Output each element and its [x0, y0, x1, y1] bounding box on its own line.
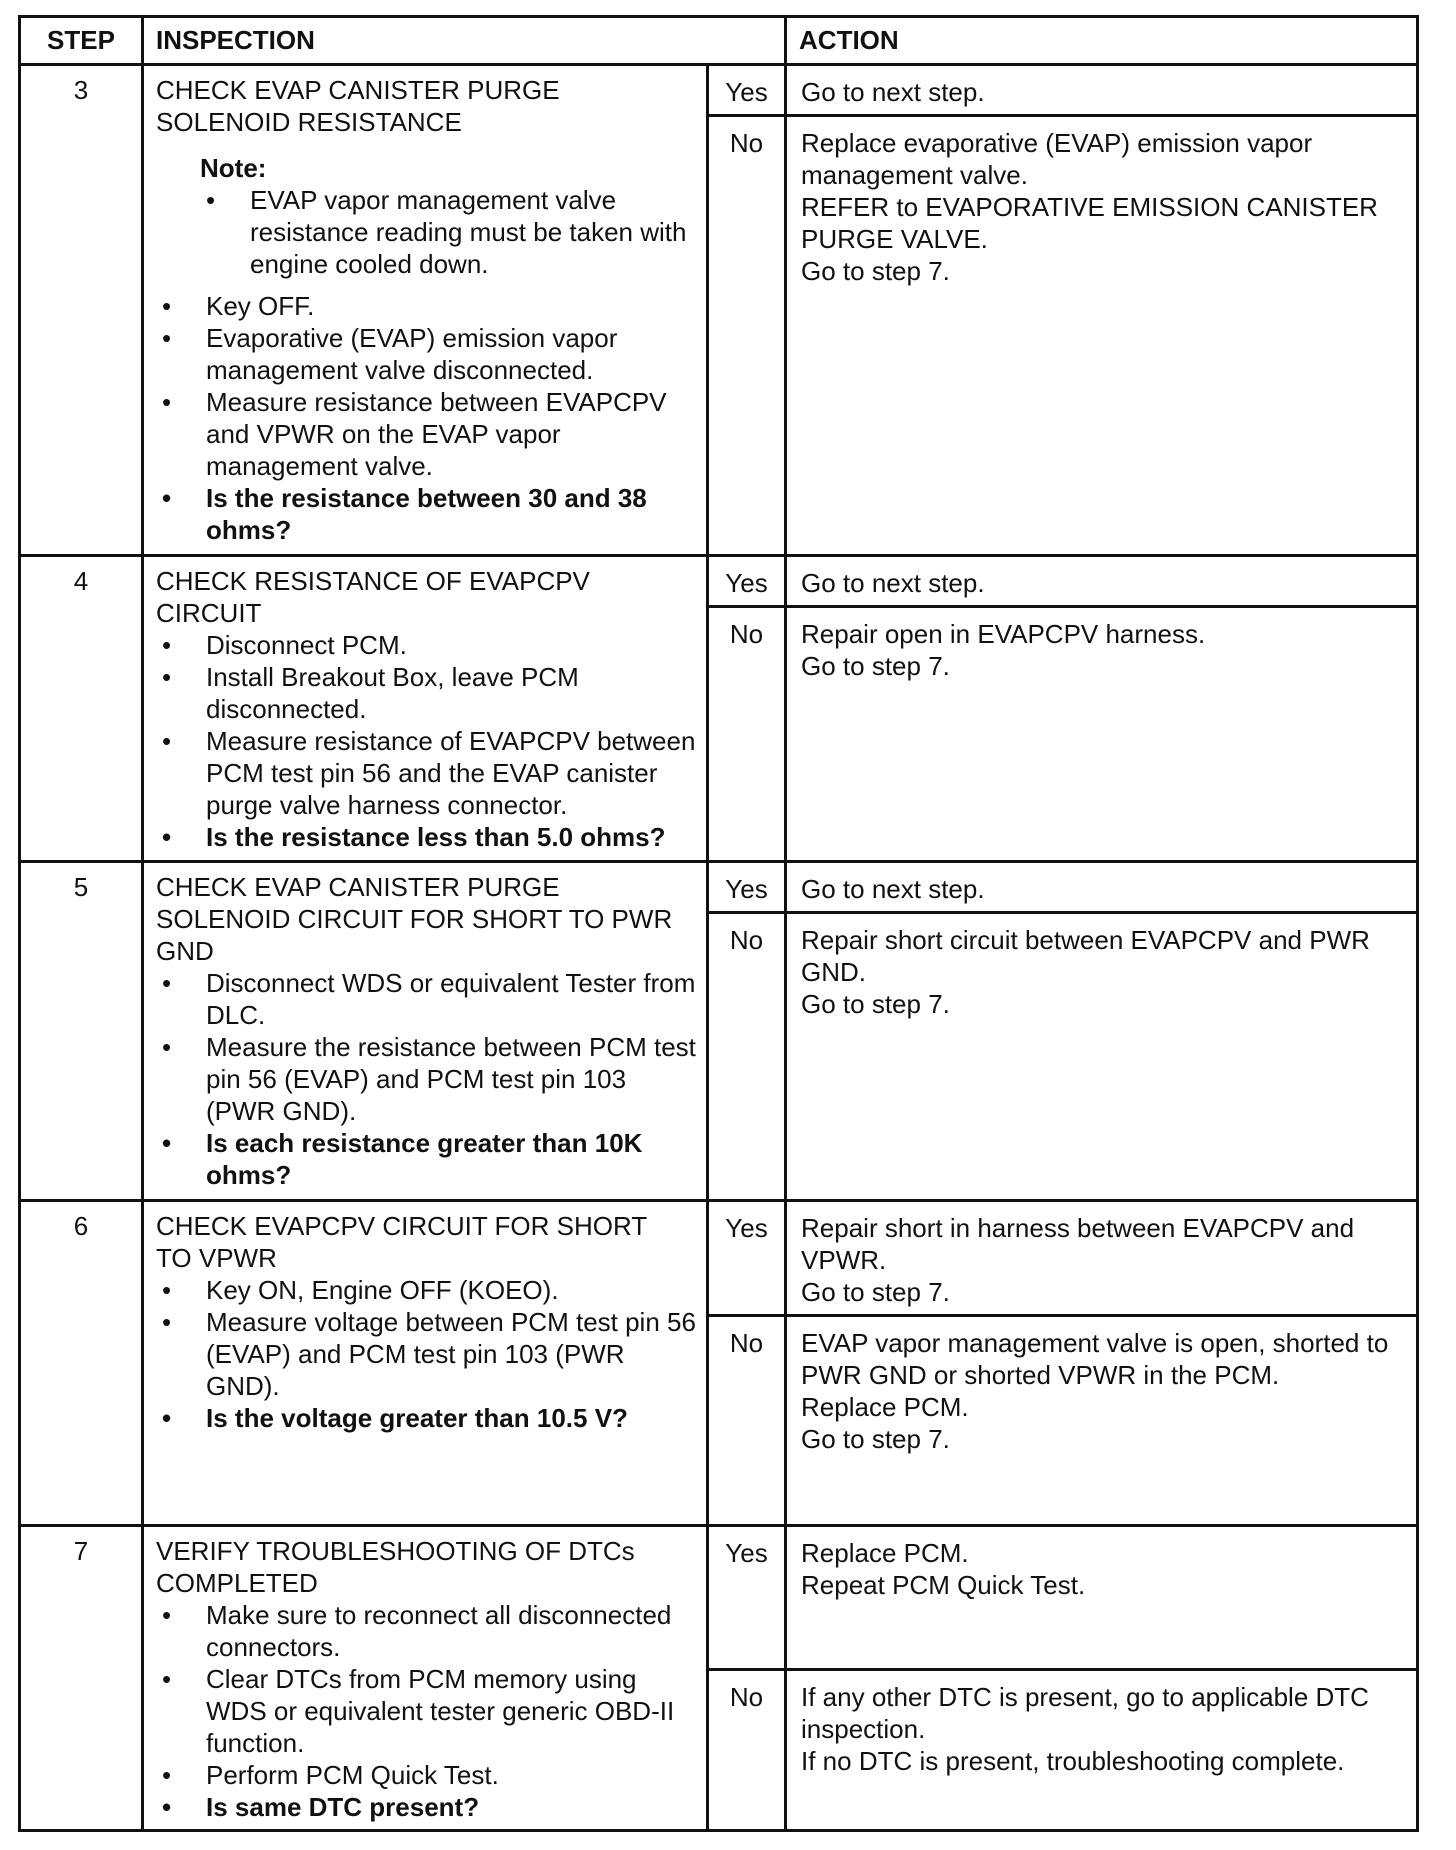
action-line: Go to next step. — [801, 77, 985, 107]
inspection-title-line: SOLENOID CIRCUIT FOR SHORT TO PWR — [156, 904, 673, 934]
action-line: Go to step 7. — [801, 256, 950, 286]
inspection-question: • Is the voltage greater than 10.5 V? — [156, 1402, 696, 1434]
inspection-list — [156, 1274, 696, 1434]
inspection-item: • Evaporative (EVAP) emission vapor management valve disconnected. — [156, 322, 696, 386]
step-row-4 — [20, 556, 1418, 607]
inspection-item: • Measure the resistance between PCM test pin 56 (EVAP) and PCM test pin 103 (PWR GND). — [156, 1031, 696, 1127]
inspection-list — [156, 967, 696, 1191]
inspection-cell — [143, 862, 708, 1201]
action-line: Replace PCM. — [801, 1392, 969, 1422]
action-line: EVAP vapor management valve is open, shorted to PWR GND or shorted VPWR in the PCM. — [801, 1328, 1389, 1390]
note-list — [156, 184, 696, 280]
step-row-6 — [20, 1201, 1418, 1316]
no-label: No — [708, 607, 786, 862]
inspection-title-line: CHECK RESISTANCE OF EVAPCPV — [156, 566, 590, 596]
step-number: 3 — [20, 65, 143, 556]
yes-label: Yes — [708, 1201, 786, 1316]
action-line: Replace evaporative (EVAP) emission vapor management valve. — [801, 128, 1313, 190]
inspection-item: • Key ON, Engine OFF (KOEO). — [156, 1274, 696, 1306]
yes-label: Yes — [708, 65, 786, 116]
header-action: ACTION — [786, 17, 1418, 65]
no-label: No — [708, 1316, 786, 1526]
action-line: Repair open in EVAPCPV harness. — [801, 619, 1206, 649]
no-action — [786, 1316, 1418, 1526]
inspection-title-line: SOLENOID RESISTANCE — [156, 107, 462, 137]
inspection-cell — [143, 65, 708, 556]
no-label: No — [708, 116, 786, 556]
note-item: • EVAP vapor management valve resistance reading must be taken with engine cooled down. — [156, 184, 696, 280]
action-line: Go to next step. — [801, 568, 985, 598]
action-line: Go to next step. — [801, 874, 985, 904]
no-action — [786, 607, 1418, 862]
no-action — [786, 1670, 1418, 1831]
yes-action — [786, 862, 1418, 913]
inspection-question: • Is each resistance greater than 10K ohms? — [156, 1127, 696, 1191]
action-line: Go to step 7. — [801, 651, 950, 681]
action-line: Repair short in harness between EVAPCPV and VPWR. — [801, 1213, 1355, 1275]
inspection-cell — [143, 1526, 708, 1831]
step-row-5 — [20, 862, 1418, 913]
step-number: 6 — [20, 1201, 143, 1526]
action-line: Repeat PCM Quick Test. — [801, 1570, 1086, 1600]
inspection-title-line: VERIFY TROUBLESHOOTING OF DTCs — [156, 1536, 635, 1566]
inspection-title-line: COMPLETED — [156, 1568, 318, 1598]
action-line: Repair short circuit between EVAPCPV and PWR GND. — [801, 925, 1370, 987]
inspection-title-line: GND — [156, 936, 214, 966]
yes-action — [786, 65, 1418, 116]
inspection-item: • Perform PCM Quick Test. — [156, 1759, 696, 1791]
yes-label: Yes — [708, 1526, 786, 1670]
yes-label: Yes — [708, 556, 786, 607]
inspection-title-line: TO VPWR — [156, 1243, 277, 1273]
header-inspection: INSPECTION — [143, 17, 786, 65]
inspection-item: • Make sure to reconnect all disconnected connectors. — [156, 1599, 696, 1663]
inspection-question: • Is the resistance less than 5.0 ohms? — [156, 821, 696, 853]
inspection-title-line: CHECK EVAP CANISTER PURGE — [156, 75, 560, 105]
inspection-item: • Clear DTCs from PCM memory using WDS or equivalent tester generic OBD-II function. — [156, 1663, 696, 1759]
step-row-7 — [20, 1526, 1418, 1670]
yes-action — [786, 1526, 1418, 1670]
header-step: STEP — [20, 17, 143, 65]
step-row-3 — [20, 65, 1418, 116]
inspection-item: • Measure voltage between PCM test pin 56 (EVAP) and PCM test pin 103 (PWR GND). — [156, 1306, 696, 1402]
no-label: No — [708, 913, 786, 1201]
inspection-list — [156, 1599, 696, 1823]
diagnostic-table — [18, 15, 1419, 1832]
inspection-list — [156, 629, 696, 853]
inspection-title-line: CIRCUIT — [156, 598, 262, 628]
action-line: If any other DTC is present, go to applicable DTC inspection. — [801, 1682, 1369, 1745]
no-action — [786, 913, 1418, 1201]
action-line: REFER to EVAPORATIVE EMISSION CANISTER PURGE VALVE. — [801, 192, 1378, 254]
inspection-item: • Measure resistance of EVAPCPV between PCM test pin 56 and the EVAP canister purge valve harness connector. — [156, 725, 696, 821]
action-line: If no DTC is present, troubleshooting complete. — [801, 1746, 1345, 1777]
inspection-cell — [143, 556, 708, 862]
inspection-cell — [143, 1201, 708, 1526]
header-row — [20, 17, 1418, 65]
no-label: No — [708, 1670, 786, 1831]
yes-action — [786, 1201, 1418, 1316]
step-number: 5 — [20, 862, 143, 1201]
yes-label: Yes — [708, 862, 786, 913]
inspection-title-line: CHECK EVAP CANISTER PURGE — [156, 872, 560, 902]
inspection-title-line: CHECK EVAPCPV CIRCUIT FOR SHORT — [156, 1211, 648, 1241]
inspection-item: • Install Breakout Box, leave PCM disconnected. — [156, 661, 696, 725]
action-line: Go to step 7. — [801, 1424, 950, 1454]
yes-action — [786, 556, 1418, 607]
inspection-item: • Disconnect PCM. — [156, 629, 696, 661]
note-label: Note: — [200, 153, 267, 183]
inspection-item: • Measure resistance between EVAPCPV and VPWR on the EVAP vapor management valve. — [156, 386, 696, 482]
inspection-question: • Is the resistance between 30 and 38 ohms? — [156, 482, 696, 546]
inspection-list — [156, 290, 696, 546]
action-line: Go to step 7. — [801, 989, 950, 1019]
no-action — [786, 116, 1418, 556]
step-number: 7 — [20, 1526, 143, 1831]
step-number: 4 — [20, 556, 143, 862]
inspection-question: • Is same DTC present? — [156, 1791, 696, 1823]
action-line: Go to step 7. — [801, 1277, 950, 1307]
action-line: Replace PCM. — [801, 1538, 969, 1568]
inspection-item: • Disconnect WDS or equivalent Tester from DLC. — [156, 967, 696, 1031]
inspection-item: • Key OFF. — [156, 290, 696, 322]
